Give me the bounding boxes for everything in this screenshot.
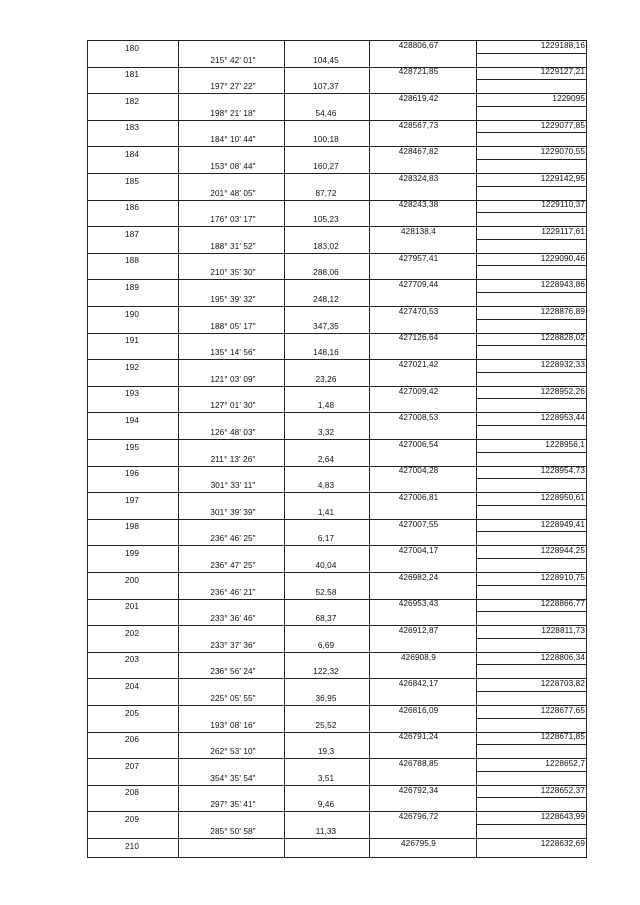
point-number: 187: [125, 229, 139, 239]
point-number: 189: [125, 282, 139, 292]
row-border: [87, 466, 370, 467]
row-border: [87, 811, 370, 812]
coordinate-x: 428243,38: [398, 200, 439, 210]
coordinate-y: 1229142,95: [540, 173, 585, 183]
segment-length: 19,3: [317, 747, 335, 757]
coordinate-x: 428619,42: [398, 94, 439, 103]
segment-length: 54,46: [315, 108, 337, 118]
direction-angle: 262° 53' 10": [210, 747, 256, 757]
coordinate-x: 427006,81: [398, 493, 439, 502]
row-border: [477, 531, 587, 532]
segment-length: 288,06: [313, 268, 339, 278]
coordinate-x: 426792,34: [398, 785, 439, 795]
row-border: [87, 705, 370, 706]
row-border: [87, 758, 370, 759]
coordinate-x: 426795,9: [401, 838, 436, 848]
point-number: 201: [125, 602, 139, 612]
row-border: [477, 345, 587, 346]
segment-length: 100,18: [313, 135, 339, 145]
row-border: [87, 200, 370, 201]
direction-angle: 301° 33' 11": [210, 481, 256, 491]
row-border: [87, 625, 370, 626]
row-border: [477, 132, 587, 133]
point-number: 193: [125, 389, 139, 399]
segment-length: 11,33: [315, 826, 337, 836]
coordinate-y: 1228950,61: [540, 493, 585, 502]
point-number: 203: [125, 655, 139, 665]
row-border: [477, 239, 587, 240]
row-border: [87, 572, 370, 573]
coordinate-x: 428567,73: [398, 120, 439, 130]
row-border: [477, 159, 587, 160]
coordinate-x: 427008,53: [398, 413, 439, 423]
coordinate-y: 1229090,46: [540, 253, 585, 263]
segment-length: 9,46: [317, 800, 335, 810]
segment-length: 122,32: [313, 667, 339, 677]
segment-length: 148,16: [313, 348, 339, 358]
point-number: 191: [125, 336, 139, 346]
direction-angle: 126° 48' 03": [210, 427, 256, 437]
coordinate-x: 427709,44: [398, 280, 439, 290]
column-border: [586, 40, 587, 857]
coordinate-x: 428721,85: [398, 67, 439, 77]
coordinate-y: 1228671,85: [540, 732, 585, 742]
row-border: [477, 664, 587, 665]
row-border: [87, 838, 370, 839]
coordinate-x: 426908,9: [401, 652, 436, 662]
row-border: [477, 611, 587, 612]
row-border: [477, 319, 587, 320]
row-border: [477, 398, 587, 399]
direction-angle: 188° 31' 52": [210, 241, 256, 251]
direction-angle: 197° 27' 22": [210, 82, 256, 92]
point-number: 195: [125, 442, 139, 452]
coordinate-x: 426791,24: [398, 732, 439, 742]
coordinate-x: 426912,87: [398, 626, 439, 635]
direction-angle: 233° 36' 46": [210, 614, 256, 624]
coordinate-x: 426953,43: [398, 599, 439, 609]
coordinate-y: 1229127,21: [540, 67, 585, 77]
row-border: [477, 771, 587, 772]
point-number: 206: [125, 735, 139, 745]
direction-angle: 210° 35' 30": [210, 268, 256, 278]
coordinate-x: 427007,55: [398, 519, 439, 529]
coordinate-y: 1228910,75: [540, 572, 585, 582]
coordinate-x: 427470,53: [398, 306, 439, 316]
point-number: 210: [125, 841, 139, 851]
segment-length: 3,51: [317, 773, 335, 783]
point-number: 185: [125, 176, 139, 186]
coordinate-y: 1228703,82: [540, 679, 585, 689]
row-border: [477, 452, 587, 453]
coordinate-x: 427004,17: [398, 546, 439, 556]
direction-angle: 193° 08' 16": [210, 720, 256, 730]
direction-angle: 153° 08' 44": [210, 161, 256, 171]
coordinate-y: 1229077,85: [540, 120, 585, 130]
point-number: 180: [125, 43, 139, 53]
row-border: [477, 824, 587, 825]
row-border: [87, 359, 370, 360]
point-number: 192: [125, 362, 139, 372]
direction-angle: 285° 50' 58": [210, 826, 256, 836]
segment-length: 1,48: [317, 401, 335, 411]
row-border: [477, 372, 587, 373]
row-border: [477, 265, 587, 266]
coordinate-x: 428138,4: [401, 227, 436, 236]
coordinate-y: 1229095: [552, 94, 585, 103]
direction-angle: 121° 03' 09": [210, 374, 256, 384]
segment-length: 40,04: [315, 560, 337, 570]
coordinate-y: 1228953,44: [540, 413, 585, 423]
row-border: [87, 678, 370, 679]
direction-angle: 184° 10' 44": [210, 135, 256, 145]
coordinate-x: 427021,42: [398, 360, 439, 369]
row-border: [477, 558, 587, 559]
coordinate-x: 428324,83: [398, 173, 439, 183]
row-border: [477, 53, 587, 54]
direction-angle: 188° 05' 17": [210, 321, 256, 331]
coordinate-y: 1229110,37: [541, 200, 585, 210]
point-number: 194: [125, 415, 139, 425]
row-border: [477, 186, 587, 187]
coordinate-y: 1228866,77: [540, 599, 585, 609]
point-number: 183: [125, 123, 139, 133]
direction-angle: 201° 48' 05": [210, 188, 256, 198]
segment-length: 87,72: [315, 188, 337, 198]
direction-angle: 236° 47' 25": [210, 560, 256, 570]
coordinate-y: 1228643,99: [540, 812, 585, 822]
point-number: 198: [125, 522, 139, 532]
row-border: [87, 226, 370, 227]
direction-angle: 301° 39' 39": [210, 507, 256, 517]
coordinate-x: 427126,64: [398, 333, 439, 343]
coordinate-x: 428467,82: [398, 147, 439, 157]
row-border: [477, 638, 587, 639]
direction-angle: 198° 21' 18": [210, 108, 256, 118]
coordinate-y: 1228876,89: [540, 306, 585, 316]
coordinate-y: 1228806,34: [540, 652, 585, 662]
coordinate-y: 1228677,65: [540, 705, 585, 715]
point-number: 208: [125, 788, 139, 798]
row-border: [87, 857, 587, 858]
coordinate-x: 427006,54: [398, 439, 439, 449]
coordinate-y: 1228949,41: [540, 519, 585, 529]
row-border: [477, 79, 587, 80]
direction-angle: 211° 13' 26": [210, 454, 256, 464]
row-border: [87, 333, 370, 334]
direction-angle: 236° 46' 25": [210, 534, 256, 544]
point-number: 199: [125, 548, 139, 558]
row-border: [87, 412, 370, 413]
segment-length: 23,26: [315, 374, 337, 384]
coordinate-y: 1228652,7: [545, 759, 585, 768]
row-border: [477, 744, 587, 745]
coordinate-y: 1229117,61: [541, 227, 585, 236]
direction-angle: 127° 01' 30": [210, 401, 256, 411]
coordinate-x: 426982,24: [398, 572, 439, 582]
segment-length: 52,58: [315, 587, 337, 597]
row-border: [87, 93, 370, 94]
point-number: 196: [125, 469, 139, 479]
coordinate-y: 1228932,33: [540, 360, 585, 369]
segment-length: 104,45: [313, 55, 339, 65]
coordinate-x: 426816,09: [398, 705, 439, 715]
coordinate-x: 426796,72: [398, 812, 439, 822]
coordinate-x: 426842,17: [398, 679, 439, 689]
direction-angle: 236° 56' 24": [210, 667, 256, 677]
segment-length: 6,69: [317, 640, 335, 650]
row-border: [87, 519, 370, 520]
row-border: [87, 732, 370, 733]
coordinate-y: 1228944,25: [540, 546, 585, 556]
row-border: [87, 386, 370, 387]
row-border: [477, 106, 587, 107]
row-border: [87, 146, 370, 147]
direction-angle: 354° 35' 54": [210, 773, 256, 783]
point-number: 181: [125, 70, 139, 80]
direction-angle: 225° 05' 55": [210, 693, 256, 703]
row-border: [87, 120, 370, 121]
point-number: 205: [125, 708, 139, 718]
point-number: 182: [125, 96, 139, 106]
segment-length: 68,37: [315, 614, 337, 624]
row-border: [477, 425, 587, 426]
direction-angle: 233° 37' 36": [210, 640, 256, 650]
row-border: [87, 67, 370, 68]
row-border: [477, 797, 587, 798]
row-border: [477, 718, 587, 719]
row-border: [477, 505, 587, 506]
row-border: [87, 279, 370, 280]
point-number: 190: [125, 309, 139, 319]
point-number: 186: [125, 203, 139, 213]
coordinate-x: 427009,42: [398, 386, 439, 396]
row-border: [87, 545, 370, 546]
segment-length: 6,17: [317, 534, 335, 544]
row-border: [477, 585, 587, 586]
coordinate-y: 1228956,1: [545, 439, 585, 449]
point-number: 209: [125, 814, 139, 824]
coordinate-x: 427004,28: [398, 466, 439, 476]
segment-length: 183,02: [313, 241, 339, 251]
segment-length: 107,37: [313, 82, 339, 92]
row-border: [87, 599, 370, 600]
coordinate-y: 1228954,73: [540, 466, 585, 476]
segment-length: 36,95: [315, 693, 337, 703]
segment-length: 25,52: [315, 720, 337, 730]
direction-angle: 236° 46' 21": [210, 587, 256, 597]
direction-angle: 215° 42' 01": [210, 55, 256, 65]
row-border: [477, 478, 587, 479]
row-border: [87, 173, 370, 174]
segment-length: 248,12: [313, 294, 339, 304]
segment-length: 160,27: [313, 161, 339, 171]
point-number: 184: [125, 149, 139, 159]
point-number: 188: [125, 256, 139, 266]
segment-length: 3,32: [317, 427, 335, 437]
direction-angle: 297° 35' 41": [210, 800, 256, 810]
coordinate-y: 1228952,26: [540, 386, 585, 396]
point-number: 204: [125, 681, 139, 691]
coordinate-y: 1228811,73: [541, 626, 585, 635]
row-border: [87, 306, 370, 307]
direction-angle: 195° 39' 32": [210, 294, 256, 304]
row-border: [477, 691, 587, 692]
segment-length: 105,23: [313, 215, 339, 225]
row-border: [477, 212, 587, 213]
coordinate-y: 1228652,37: [540, 785, 585, 795]
row-border: [87, 439, 370, 440]
row-border: [87, 785, 370, 786]
direction-angle: 135° 14' 56": [210, 348, 256, 358]
direction-angle: 176° 03' 17": [210, 215, 256, 225]
coordinate-x: 427957,41: [398, 253, 439, 263]
point-number: 202: [125, 628, 139, 638]
segment-length: 4,83: [317, 481, 335, 491]
coordinate-x: 428806,67: [398, 40, 439, 50]
point-number: 207: [125, 761, 139, 771]
coordinate-y: 1229070,55: [540, 147, 585, 157]
coordinate-y: 1228632,69: [540, 838, 585, 848]
segment-length: 347,35: [313, 321, 339, 331]
coordinates-table: [87, 40, 587, 857]
point-number: 197: [125, 495, 139, 505]
row-border: [477, 292, 587, 293]
row-border: [87, 492, 370, 493]
coordinate-y: 1228828,02: [540, 333, 585, 343]
coordinate-y: 1229188,16: [540, 40, 585, 50]
segment-length: 2,64: [317, 454, 335, 464]
point-number: 200: [125, 575, 139, 585]
row-border: [87, 253, 370, 254]
coordinate-y: 1228943,86: [540, 280, 585, 290]
coordinate-x: 426788,85: [398, 759, 439, 768]
segment-length: 1,41: [317, 507, 335, 517]
row-border: [87, 652, 370, 653]
